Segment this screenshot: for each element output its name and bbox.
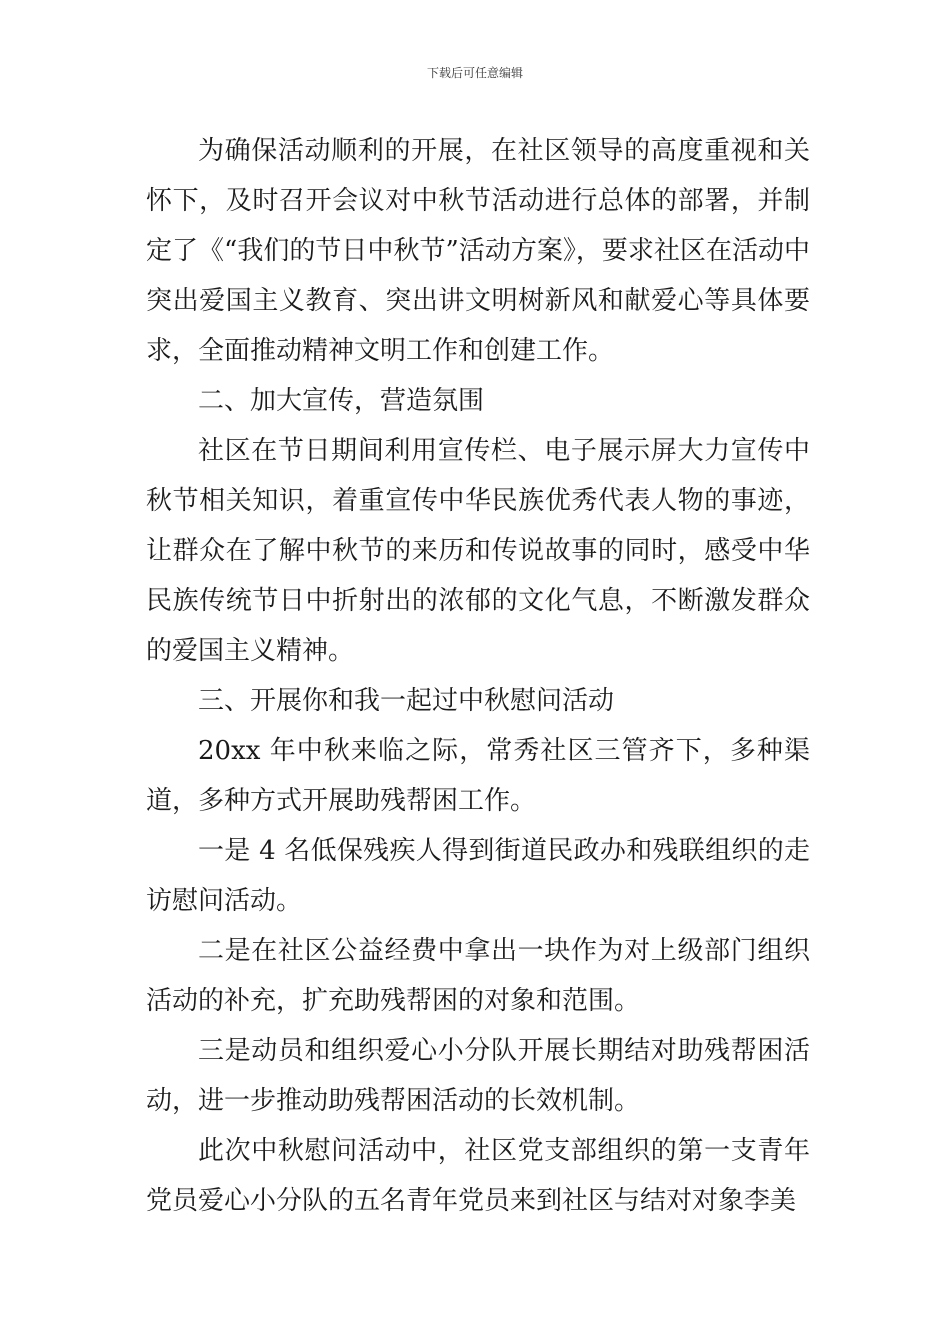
paragraph-publicity: 社区在节日期间利用宣传栏、电子展示屏大力宣传中秋节相关知识，着重宣传中华民族优秀代表人物的事迹，让群众在了解中秋节的来历和传说故事的同时，感受中华民族传统节日中折射出的浓郁的文化气息，不断激发群众的爱国主义精神。: [146, 436, 810, 666]
document-body: [146, 126, 810, 1226]
heading-publicity: 二、加大宣传，营造氛围: [198, 386, 485, 416]
paragraph-point-one: 一是 4 名低保残疾人得到街道民政办和残联组织的走访慰问活动。: [146, 836, 810, 916]
heading-condolence-activity: 三、开展你和我一起过中秋慰问活动: [198, 686, 615, 716]
page-header: 下载后可任意编辑: [426, 66, 523, 80]
paragraph-deployment: 为确保活动顺利的开展，在社区领导的高度重视和关怀下，及时召开会议对中秋节活动进行总体的部署，并制定了《“我们的节日中秋节”活动方案》，要求社区在活动中突出爱国主义教育、突出讲文明树新风和献爱心等具体要求，全面推动精神文明工作和创建工作。: [146, 136, 810, 366]
paragraph-mid-autumn-intro: 20xx 年中秋来临之际，常秀社区三管齐下，多种渠道，多种方式开展助残帮困工作。: [146, 736, 810, 816]
paragraph-volunteer-team: 此次中秋慰问活动中，社区党支部组织的第一支青年党员爱心小分队的五名青年党员来到社区与结对对象李美: [146, 1136, 810, 1216]
paragraph-point-three: 三是动员和组织爱心小分队开展长期结对助残帮困活动，进一步推动助残帮困活动的长效机制。: [146, 1036, 810, 1116]
paragraph-point-two: 二是在社区公益经费中拿出一块作为对上级部门组织活动的补充，扩充助残帮困的对象和范围。: [146, 936, 810, 1016]
